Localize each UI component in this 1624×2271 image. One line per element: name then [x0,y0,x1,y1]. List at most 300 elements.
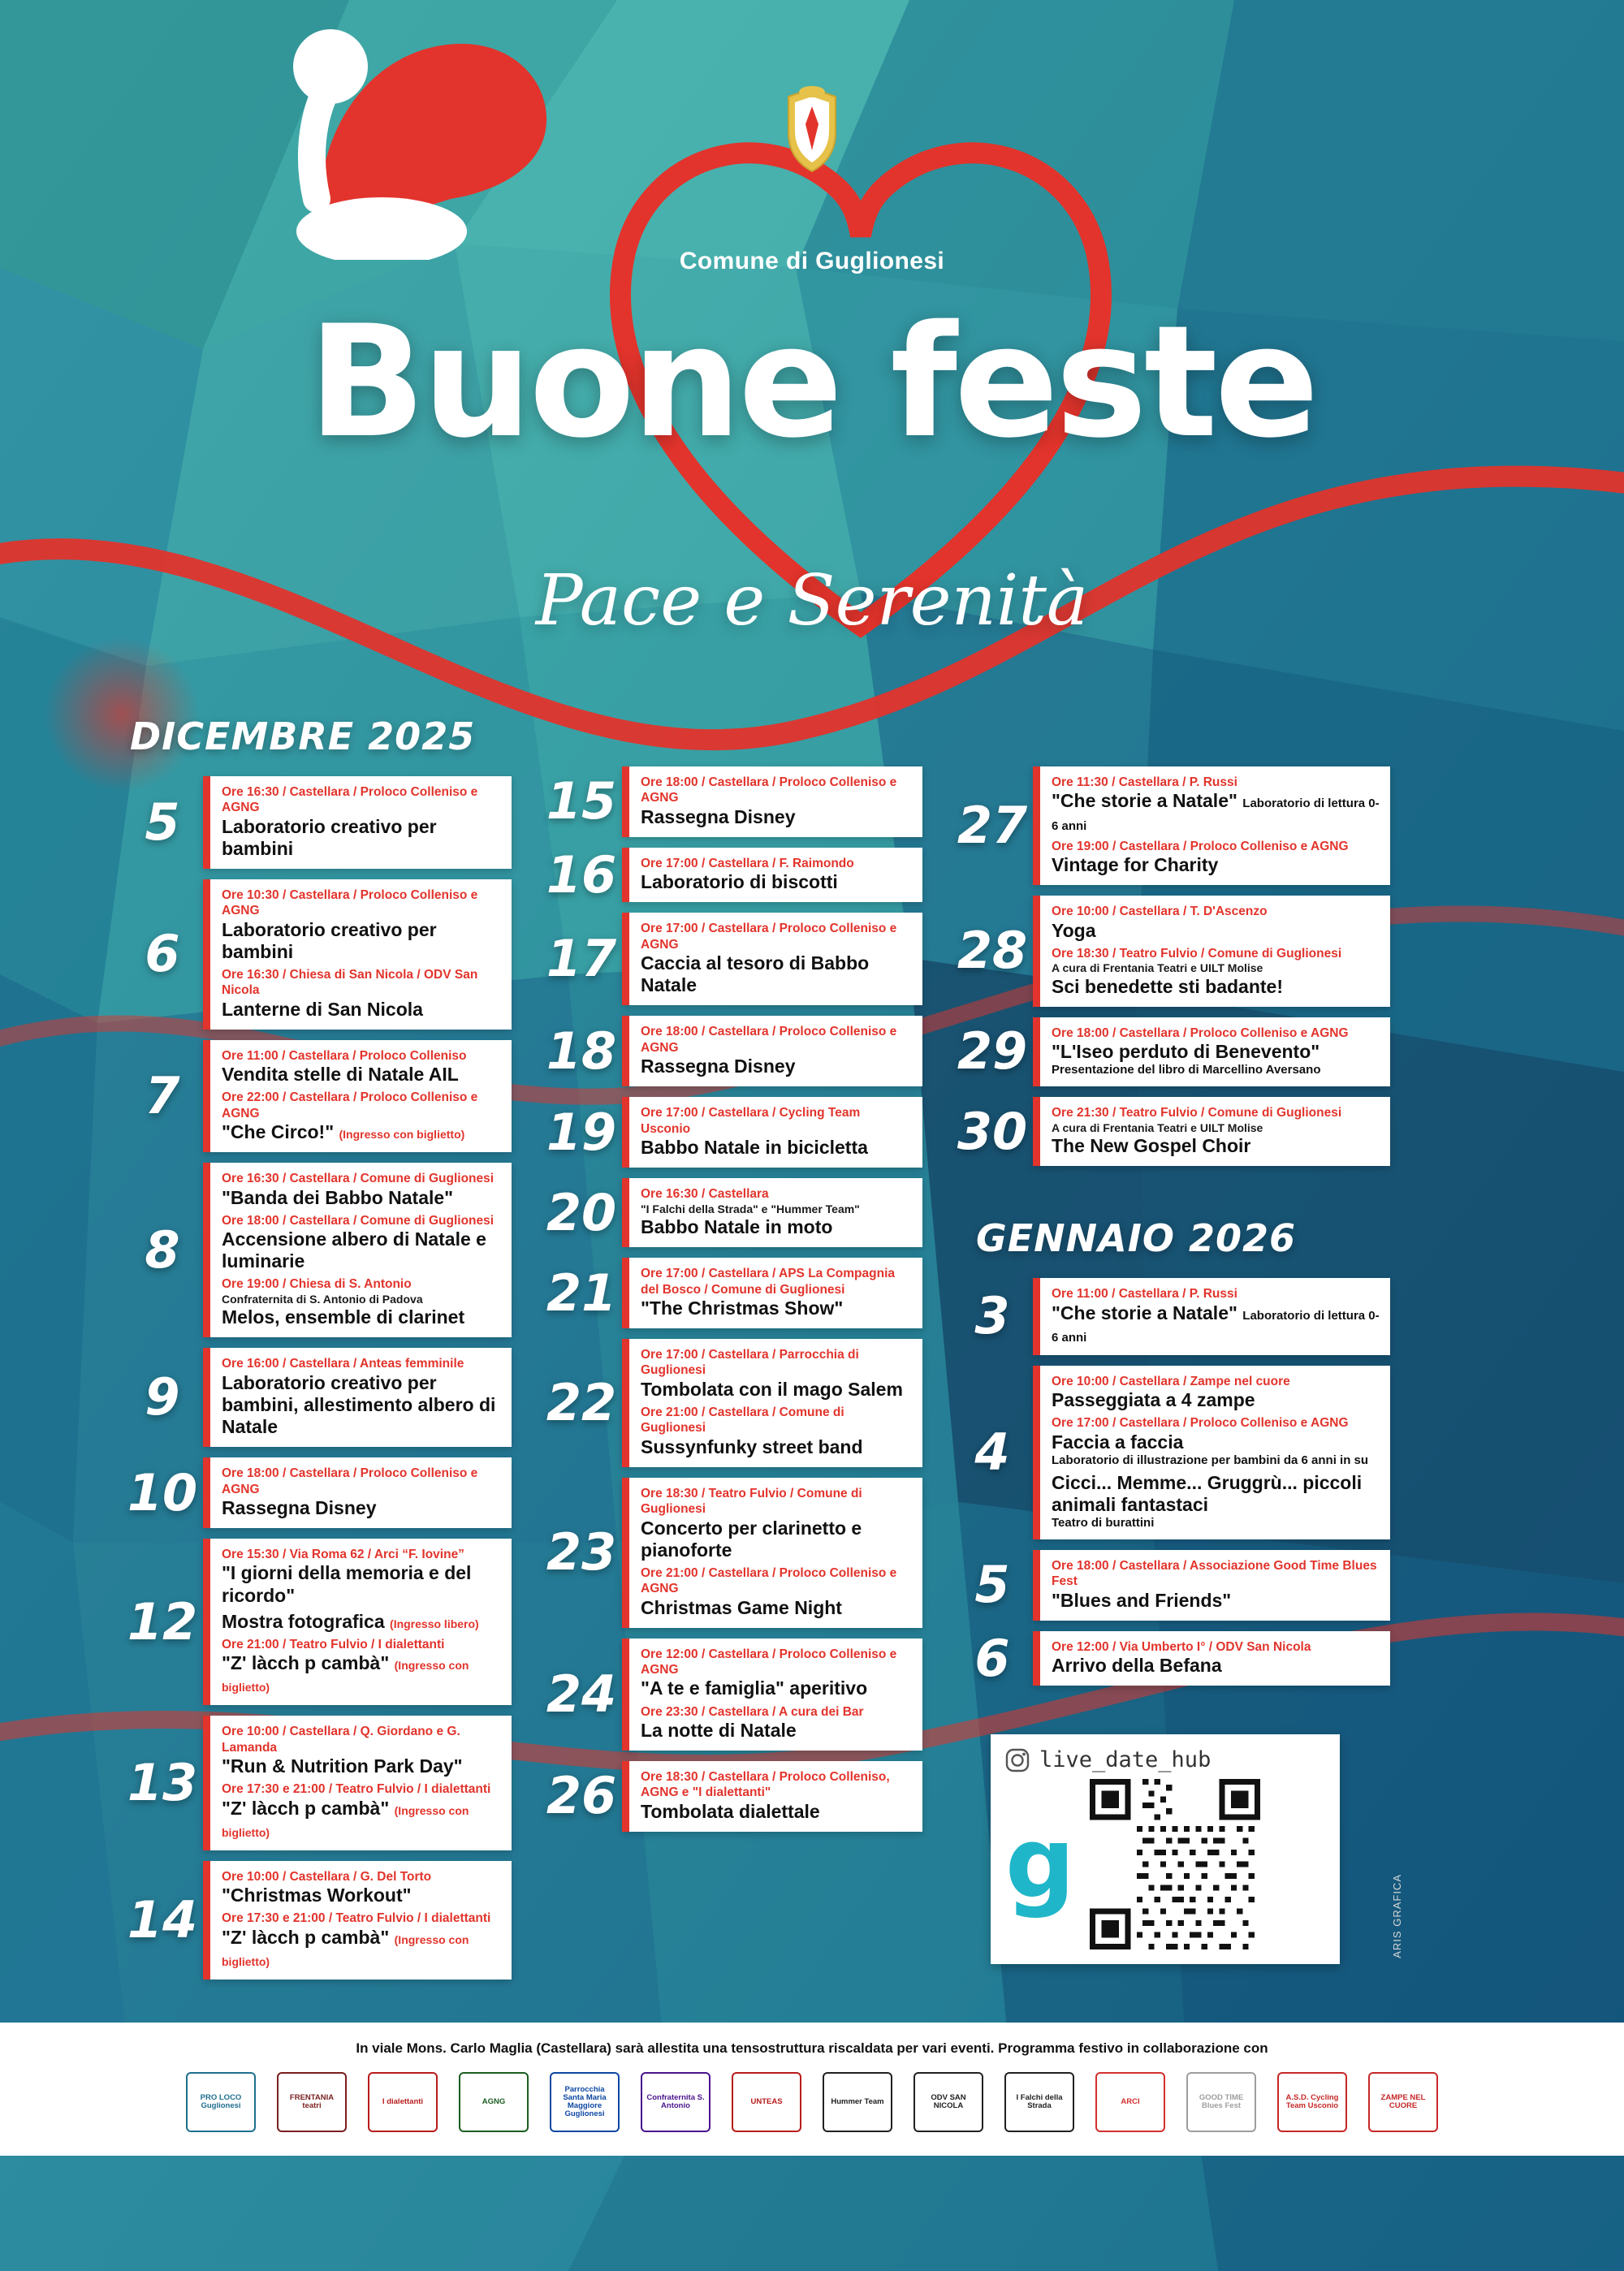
event-ticket-note: (Ingresso con biglietto) [339,1128,465,1142]
event-title-text: Cicci... Memme... Gruggrù... piccoli animali fantastaci [1052,1471,1363,1515]
event-title-text: Mostra fotografica [222,1610,385,1632]
event-meta: Ore 18:00 / Castellara / Proloco Colleniso e AGNG [641,775,897,805]
event-entry [222,1171,502,1209]
day-card [622,913,922,1005]
event-title-text: Tombolata dialettale [641,1800,820,1822]
qr-header [1005,1747,1325,1772]
event-title-text: The New Gospel Choir [1052,1135,1251,1156]
partner-logo [186,2070,256,2135]
partner-logos [0,2070,1624,2135]
event-title-note: Laboratorio di lettura 0-6 anni [1052,797,1380,833]
day-card [622,1016,922,1086]
day-card [1033,1366,1390,1539]
day-number: 30 [957,1101,1028,1161]
event-title [222,1652,502,1696]
event-meta: Ore 15:30 / Via Roma 62 / Arci “F. Iovine” [222,1548,464,1561]
event-title-text: Sussynfunky street band [641,1436,863,1457]
event-entry [222,1276,502,1328]
event-entry [222,1910,502,1971]
event-entry [641,1486,913,1561]
day-number: 24 [546,1664,617,1724]
event-title [222,1927,502,1971]
day-row [952,896,1390,1007]
event-meta-secondary: "I Falchi della Strada" e "Hummer Team" [641,1202,860,1215]
event-entry [222,1724,502,1777]
day-row [952,1278,1390,1355]
event-meta: Ore 19:00 / Castellara / Proloco Colleniso e AGNG [1052,839,1349,853]
day-number: 4 [974,1422,1010,1482]
event-title [1052,790,1380,834]
day-number: 28 [957,921,1028,981]
day-number: 27 [957,796,1028,856]
partner-logo [1004,2070,1074,2135]
day-row [122,1861,512,1980]
event-title [641,1379,913,1401]
event-entry [1052,1639,1380,1677]
event-title-text: Faccia a faccia [1052,1431,1184,1453]
partner-logo [1186,2070,1256,2135]
event-meta: Ore 21:30 / Teatro Fulvio / Comune di Guglionesi [1052,1106,1342,1120]
qr-card[interactable] [991,1734,1403,1964]
event-entry [222,1090,502,1143]
event-entry [641,1266,913,1319]
day-number: 29 [957,1021,1028,1082]
event-meta-secondary: A cura di Frentania Teatri e UILT Molise [1052,961,1263,974]
event-title [222,1121,502,1143]
event-title [222,1497,502,1519]
event-title-text: "L'Iseo perduto di Benevento" [1052,1041,1320,1062]
event-title-text: Rassegna Disney [641,1056,796,1077]
event-title-text: Arrivo della Befana [1052,1655,1222,1677]
event-entry [1052,1558,1380,1612]
day-row [122,1457,512,1528]
day-card [622,1478,922,1628]
event-title-text: Lanterne di San Nicola [222,998,423,1020]
event-title [222,1228,502,1272]
day-row [122,879,512,1030]
event-title-text: "Che storie a Natale" [1052,1302,1237,1323]
day-number: 12 [127,1591,198,1651]
event-meta: Ore 16:30 / Chiesa di San Nicola / ODV San Nicola [222,968,478,998]
event-title [222,1372,502,1438]
partner-logo-mark: PRO LOCO Guglionesi [186,2072,256,2132]
event-title [1052,854,1380,876]
day-row [122,1716,512,1850]
event-meta: Ore 18:00 / Castellara / Comune di Guglionesi [222,1213,495,1228]
day-number: 7 [145,1066,180,1126]
january-list [952,1278,1390,1686]
event-entry [222,967,502,1021]
day-number: 21 [546,1263,617,1323]
event-entry [222,1356,502,1438]
event-entry [222,1048,502,1086]
day-card [203,879,512,1030]
partner-logo-mark: ZAMPE NEL CUORE [1368,2072,1438,2132]
day-number: 5 [974,1555,1010,1615]
event-ticket-note: (Ingresso con biglietto) [222,1932,469,1968]
event-title [641,1436,913,1458]
day-card [203,1861,512,1980]
day-card [622,1178,922,1247]
column-december-3-january [952,715,1403,1990]
event-title [1052,1590,1380,1612]
event-title-note: Laboratorio di lettura 0-6 anni [1052,1308,1380,1345]
event-title [222,1755,502,1777]
day-card [203,1716,512,1850]
event-entry [1052,946,1380,998]
event-meta-secondary: Confraternita di S. Antonio di Padova [222,1292,423,1306]
event-title-text: Babbo Natale in bicicletta [641,1137,868,1158]
partner-logo-mark: Confraternita S. Antonio [641,2072,710,2132]
event-meta: Ore 18:30 / Teatro Fulvio / Comune di Guglionesi [641,1486,862,1517]
event-meta: Ore 12:00 / Via Umberto I° / ODV San Nicola [1052,1639,1311,1654]
event-title [641,1056,913,1077]
qr-code-icon[interactable] [1090,1779,1260,1949]
day-row [122,1163,512,1337]
event-meta: Ore 16:30 / Castellara / Comune di Guglionesi [222,1172,495,1186]
partner-logo-mark: UNTEAS [732,2072,801,2132]
partner-logo [641,2070,710,2135]
event-title [1052,1472,1380,1516]
day-row [541,766,922,837]
event-meta: Ore 22:00 / Castellara / Proloco Colleniso e AGNG [222,1090,478,1120]
event-title-text: "Z' làcch p cambà" [222,1797,390,1819]
day-row [952,1017,1390,1087]
day-row [122,1539,512,1705]
event-ticket-note: (Ingresso con biglietto) [222,1659,469,1695]
day-row [541,844,922,905]
event-entry [1052,1472,1380,1531]
event-entry [1052,775,1380,835]
event-meta: Ore 10:00 / Castellara / T. D'Ascenzo [1052,905,1268,919]
partner-logo [732,2070,801,2135]
event-title-text: Tombolata con il mago Salem [641,1378,903,1400]
event-meta: Ore 21:00 / Teatro Fulvio / I dialettanti [222,1637,445,1651]
event-title-text: Concerto per clarinetto e pianoforte [641,1517,862,1561]
event-subtitle: Teatro di burattini [1052,1516,1155,1530]
day-card [203,776,512,869]
event-entry [222,1611,502,1633]
day-number: 20 [546,1182,617,1242]
day-number: 16 [546,844,617,905]
day-number: 18 [546,1021,617,1081]
day-card [622,1339,922,1467]
day-number: 6 [974,1628,1010,1688]
event-title-text: Vintage for Charity [1052,854,1219,875]
event-title [641,1677,913,1699]
day-row [541,1478,922,1628]
event-entry [1052,1374,1380,1412]
partner-logo-mark: GOOD TIME Blues Fest [1186,2072,1256,2132]
event-title [641,1720,913,1742]
day-card [1033,1278,1390,1355]
day-number: 17 [546,929,617,989]
event-title [222,1187,502,1209]
event-title-text: "Christmas Workout" [222,1885,412,1906]
day-row [541,1016,922,1086]
event-meta: Ore 17:30 e 21:00 / Teatro Fulvio / I dialettanti [222,1911,491,1926]
event-meta: Ore 18:00 / Castellara / Associazione Good Time Blues Fest [1052,1559,1377,1589]
day-row [122,776,512,869]
day-row [541,1258,922,1328]
event-title-text: "Banda dei Babbo Natale" [222,1186,454,1208]
event-meta: Ore 17:00 / Castellara / Proloco Colleniso e AGNG [641,922,897,952]
event-title [222,1064,502,1086]
event-meta-secondary: A cura di Frentania Teatri e UILT Molise [1052,1120,1263,1134]
event-entry [222,1547,502,1607]
partner-logo [1277,2070,1347,2135]
event-title [641,871,913,893]
partner-logo [914,2070,983,2135]
event-subtitle: Laboratorio di illustrazione per bambini da 6 anni in su [1052,1453,1369,1467]
event-meta: Ore 17:00 / Castellara / APS La Compagnia del Bosco / Comune di Guglionesi [641,1267,895,1297]
instagram-icon [1005,1748,1030,1772]
brand-logo: g [1005,1807,1075,1921]
santa-hat-icon [288,24,556,260]
event-meta: Ore 10:00 / Castellara / Zampe nel cuore [1052,1374,1290,1388]
day-card [622,766,922,837]
day-number: 26 [546,1766,617,1826]
event-meta: Ore 11:30 / Castellara / P. Russi [1052,775,1237,789]
event-meta: Ore 16:30 / Castellara [641,1187,769,1202]
event-meta: Ore 23:30 / Castellara / A cura dei Bar [641,1704,864,1719]
event-title-text: Christmas Game Night [641,1596,842,1618]
event-meta: Ore 11:00 / Castellara / P. Russi [1052,1287,1237,1302]
event-entry [1052,904,1380,942]
partner-logo-mark: ARCI [1095,2072,1165,2132]
event-title-text: Laboratorio creativo per bambini [222,918,437,962]
event-title-text: Rassegna Disney [641,805,796,827]
event-title [1052,1389,1380,1411]
event-title-text: Rassegna Disney [222,1496,377,1518]
day-row [541,1097,922,1168]
partner-logo-mark: Hummer Team [823,2072,892,2132]
event-entry [222,1869,502,1907]
event-meta: Ore 19:00 / Chiesa di S. Antonio [222,1277,412,1292]
event-entry [1052,1105,1380,1157]
column-december-2 [541,715,922,1990]
event-title [641,1216,913,1238]
qr-body [1005,1779,1325,1949]
event-meta: Ore 18:00 / Castellara / Proloco Colleniso e AGNG [1052,1025,1349,1040]
day-row [952,1097,1390,1166]
day-card [203,1040,512,1152]
event-title [641,1137,913,1159]
event-title [641,806,913,828]
event-entry [222,1213,502,1273]
event-title [641,1518,913,1561]
day-number: 22 [546,1372,617,1432]
partner-logo-mark: ODV SAN NICOLA [914,2072,983,2132]
event-title-text: "Z' làcch p cambà" [222,1652,390,1674]
event-title [222,919,502,963]
event-meta: Ore 21:00 / Castellara / Comune di Guglionesi [641,1405,844,1436]
partner-logo-mark: A.S.D. Cycling Team Usconio [1277,2072,1347,2132]
event-meta: Ore 17:30 e 21:00 / Teatro Fulvio / I dialettanti [222,1782,491,1797]
event-title-text: Yoga [1052,919,1096,941]
event-entry [641,1105,913,1159]
instagram-handle: live_date_hub [1039,1747,1212,1773]
day-number: 5 [145,792,180,852]
event-entry [222,1466,502,1519]
partner-logo-mark: I dialettanti [368,2072,438,2132]
page-subtitle: Pace e Serenità [535,560,1089,641]
event-entry [641,1024,913,1077]
partner-logo [277,2070,347,2135]
day-card [203,1348,512,1447]
month-heading-january: GENNAIO 2026 [976,1216,1297,1261]
event-title [1052,1135,1380,1157]
event-meta: Ore 18:00 / Castellara / Proloco Colleniso e AGNG [641,1025,897,1055]
event-meta: Ore 17:00 / Castellara / Proloco Colleniso e AGNG [1052,1416,1349,1431]
event-entry [641,1704,913,1742]
partner-logo [368,2070,438,2135]
event-title [641,1597,913,1619]
comune-label: Comune di Guglionesi [679,248,945,274]
event-meta: Ore 12:00 / Castellara / Proloco Colleniso e AGNG [641,1647,897,1677]
event-entry [1052,839,1380,877]
event-title [1052,976,1380,998]
event-entry [222,1781,502,1841]
partner-logo-mark: Parrocchia Santa Maria Maggiore Guglionesi [550,2072,620,2132]
event-title-text: Vendita stelle di Natale AIL [222,1064,459,1086]
event-meta: Ore 10:30 / Castellara / Proloco Colleniso e AGNG [222,888,478,918]
event-title-text: Laboratorio creativo per bambini [222,815,437,859]
event-meta: Ore 21:00 / Castellara / Proloco Colleniso e AGNG [641,1565,897,1596]
day-row [952,1366,1390,1539]
day-number: 6 [145,924,180,984]
calendar-columns [0,715,1624,1990]
partner-logo [550,2070,620,2135]
event-meta: Ore 10:00 / Castellara / G. Del Torto [222,1869,432,1884]
day-number: 19 [546,1102,617,1162]
event-title-text: "The Christmas Show" [641,1297,844,1319]
event-title-text: "Che Circo!" [222,1121,335,1143]
event-meta: Ore 16:30 / Castellara / Proloco Colleniso e AGNG [222,785,478,815]
event-ticket-note: (Ingresso con biglietto) [222,1803,469,1839]
partner-logo [823,2070,892,2135]
day-number: 3 [974,1286,1010,1346]
day-card [203,1163,512,1337]
event-title-text: Sci benedette sti badante! [1052,975,1284,997]
event-title [222,1611,502,1633]
day-row [952,766,1390,885]
event-entry [222,887,502,963]
day-card [203,1457,512,1528]
event-title-text: "Run & Nutrition Park Day" [222,1755,463,1777]
month-heading-december: DICEMBRE 2025 [130,715,476,758]
event-meta: Ore 17:00 / Castellara / Parrocchia di Guglionesi [641,1348,859,1378]
event-entry [641,1347,913,1401]
event-subtitle: Presentazione del libro di Marcellino Aversano [1052,1063,1321,1077]
day-card [622,1258,922,1328]
event-meta: Ore 17:00 / Castellara / Cycling Team Usconio [641,1106,861,1136]
event-meta: Ore 18:30 / Castellara / Proloco Colleniso, AGNG e "I dialettanti" [641,1770,890,1800]
event-entry [641,1186,913,1238]
day-row [952,1628,1390,1688]
event-entry [222,1637,502,1697]
day-number: 15 [546,771,617,831]
event-title-text: "Z' làcch p cambà" [222,1926,390,1948]
day-number: 14 [127,1889,198,1949]
footer [0,2023,1624,2156]
event-entry [222,784,502,860]
footer-note: In viale Mons. Carlo Maglia (Castellara) sarà allestita una tensostruttura riscaldata per vari eventi. Programma festivo in collaborazione con [356,2040,1268,2056]
event-entry [641,1405,913,1458]
december-list-3 [952,766,1390,1166]
day-number: 9 [145,1367,180,1427]
event-title-text: Caccia al tesoro di Babbo Natale [641,952,870,996]
event-title-text: Accensione albero di Natale e luminarie [222,1228,486,1272]
event-title-text: "Blues and Friends" [1052,1589,1232,1611]
event-meta: Ore 16:00 / Castellara / Anteas femminile [222,1357,464,1371]
event-title [222,1798,502,1841]
day-row [541,913,922,1005]
event-title [641,1801,913,1823]
event-title [1052,1302,1380,1346]
day-card [1033,896,1390,1007]
event-entry [641,921,913,996]
day-row [541,1178,922,1247]
day-card [1033,1550,1390,1621]
day-card [1033,1631,1390,1686]
partner-logo [1095,2070,1165,2135]
event-entry [641,1565,913,1619]
day-card [203,1539,512,1705]
event-title [222,816,502,860]
page-title: Buone feste [308,292,1316,472]
event-meta: Ore 11:00 / Castellara / Proloco Colleniso [222,1048,467,1063]
event-entry [1052,1286,1380,1346]
day-row [122,1348,512,1447]
event-title [1052,920,1380,942]
event-entry [641,856,913,894]
event-title [641,952,913,996]
day-number: 13 [127,1753,198,1813]
event-entry [1052,1415,1380,1468]
event-title-text: "Che storie a Natale" [1052,790,1237,812]
december-list-1 [122,776,512,1980]
event-title-text: Passeggiata a 4 zampe [1052,1389,1255,1411]
partner-logo [1368,2070,1438,2135]
partner-logo [459,2070,529,2135]
event-entry [641,775,913,828]
event-title-text: "I giorni della memoria e del ricordo" [222,1562,472,1606]
event-title [1052,1431,1380,1453]
partner-logo-mark: FRENTANIA teatri [277,2072,347,2132]
december-list-2 [541,766,922,1832]
event-meta: Ore 17:00 / Castellara / F. Raimondo [641,856,854,870]
day-card [1033,766,1390,885]
event-title [641,1297,913,1319]
partner-logo-mark: I Falchi della Strada [1004,2072,1074,2132]
day-card [622,1097,922,1168]
event-title [222,1562,502,1606]
day-row [541,1339,922,1467]
day-number: 23 [546,1522,617,1582]
event-meta: Ore 18:30 / Teatro Fulvio / Comune di Guglionesi [1052,946,1342,961]
day-number: 8 [145,1220,180,1280]
event-meta: Ore 10:00 / Castellara / Q. Giordano e G. Lamanda [222,1725,460,1755]
event-entry [1052,1025,1380,1078]
day-card [622,1638,922,1751]
event-title [1052,1041,1380,1063]
day-card [622,1761,922,1832]
event-title [222,1306,502,1328]
day-card [622,848,922,903]
designer-credit: ARIS GRAFICA [1391,1873,1403,1958]
poster-header [0,0,1624,715]
